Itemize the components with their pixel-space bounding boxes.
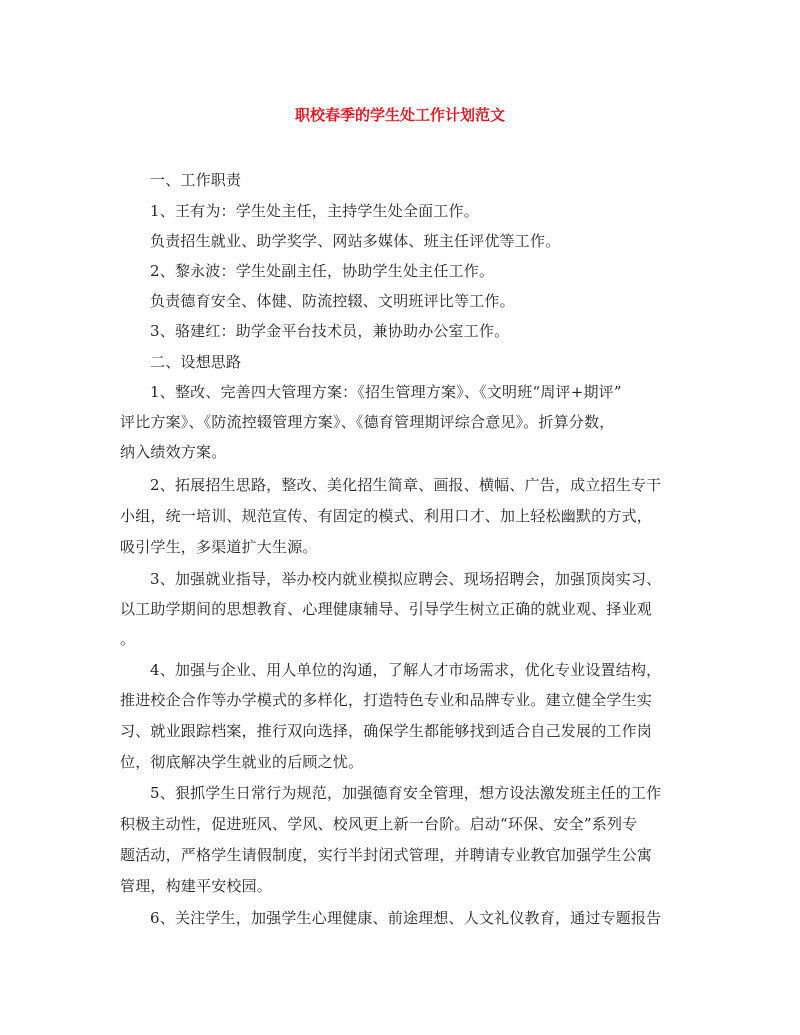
section-heading: 一、工作职责	[150, 171, 242, 189]
document-title: 职校春季的学生处工作计划范文	[294, 106, 505, 124]
paragraph-line: 。	[120, 630, 136, 648]
paragraph-line: 6、关注学生，加强学生心理健康、前途理想、人文礼仪教育，通过专题报告	[150, 909, 662, 927]
paragraph-line: 5、狠抓学生日常行为规范，加强德育安全管理，想方设法激发班主任的工作	[150, 784, 662, 802]
paragraph-line: 1、王有为：学生处主任，主持学生处全面工作。	[150, 202, 479, 220]
paragraph-line: 4、加强与企业、用人单位的沟通，了解人才市场需求，优化专业设置结构，	[150, 661, 662, 679]
paragraph-line: 负责招生就业、助学奖学、网站多媒体、班主任评优等工作。	[150, 232, 561, 250]
paragraph-line: 推进校企合作等办学模式的多样化，打造特色专业和品牌专业。建立健全学生实	[120, 691, 653, 709]
paragraph-line: 吸引学生，多渠道扩大生源。	[120, 538, 318, 556]
paragraph-line: 3、骆建红：助学金平台技术员，兼协助办公室工作。	[150, 322, 510, 340]
paragraph-line: 以工助学期间的思想教育、心理健康辅导、引导学生树立正确的就业观、择业观	[120, 600, 653, 618]
section-heading: 二、设想思路	[150, 353, 242, 371]
paragraph-line: 题活动，严格学生请假制度，实行半封闭式管理，并聘请专业教官加强学生公寓	[120, 846, 653, 864]
paragraph-line: 3、加强就业指导，举办校内就业模拟应聘会、现场招聘会，加强顶岗实习、	[150, 570, 662, 588]
paragraph-line: 1、整改、完善四大管理方案：《招生管理方案》、《文明班“周评+期评”	[150, 383, 622, 401]
paragraph-line: 管理，构建平安校园。	[120, 877, 273, 895]
paragraph-line: 2、黎永波：学生处副主任，协助学生处主任工作。	[150, 262, 495, 280]
paragraph-line: 纳入绩效方案。	[120, 443, 227, 461]
paragraph-line: 习、就业跟踪档案，推行双向选择，确保学生都能够找到适合自己发展的工作岗	[120, 722, 653, 740]
paragraph-line: 评比方案》、《防流控辍管理方案》、《德育管理期评综合意见》。折算分数，	[120, 413, 615, 431]
paragraph-line: 负责德育安全、体健、防流控辍、文明班评比等工作。	[150, 292, 515, 310]
paragraph-line: 位，彻底解决学生就业的后顾之忧。	[120, 753, 364, 771]
paragraph-line: 小组，统一培训、规范宣传、有固定的模式、利用口才、加上轻松幽默的方式，	[120, 507, 653, 525]
paragraph-line: 2、拓展招生思路，整改、美化招生简章、画报、横幅、广告，成立招生专干	[150, 476, 662, 494]
paragraph-line: 积极主动性，促进班风、学风、校风更上新一台阶。启动“环保、安全”系列专	[120, 815, 638, 833]
